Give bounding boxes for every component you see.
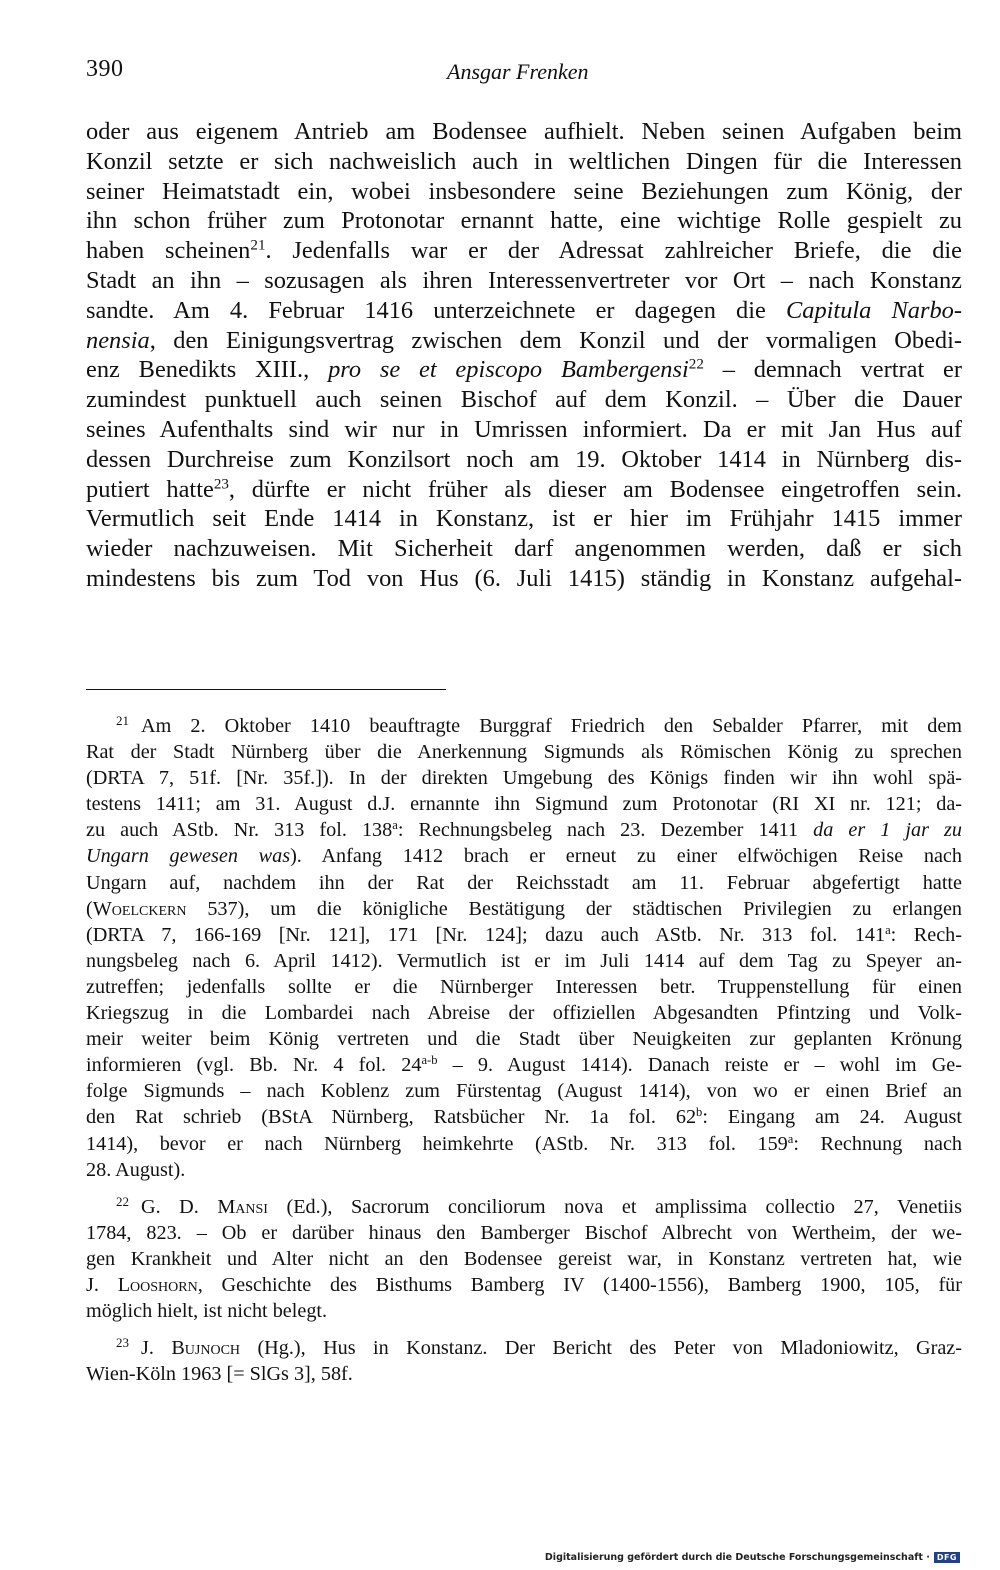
footnote-line: (DRTA 7, 51f. [Nr. 35f.]). In der direkten Umgebung des Königs finden wir ihn wohl spä-	[86, 767, 962, 790]
body-line	[86, 236, 962, 266]
footnote-line: gen Krankheit und Alter nicht an den Bodensee gereist war, in Konstanz vertreten hat, wie	[86, 1247, 962, 1270]
body-text: , den Einigungsvertrag zwischen dem Konzil und der vormaligen Obedi-	[149, 326, 962, 354]
footnote-line	[86, 843, 962, 869]
footnote-text: 537), um die königliche Bestätigung der städtischen Privilegien zu erlangen	[186, 897, 962, 920]
body-line	[86, 296, 962, 326]
body-line: seiner Heimatstadt ein, wobei insbesondere seine Beziehungen zum König, der	[86, 177, 962, 205]
body-text: putiert hatte	[86, 475, 214, 503]
footnote-ref: 22	[688, 357, 704, 374]
footnote-ref: 21	[250, 237, 266, 254]
footnote-text: : Rechnungsbeleg nach 23. Dezember 1411	[397, 819, 799, 842]
footnote-line	[86, 817, 962, 843]
footnote-line	[86, 1272, 962, 1298]
body-line	[86, 355, 962, 385]
body-line: dessen Durchreise zum Konzilsort noch am 19. Oktober 1414 in Nürnberg dis-	[86, 445, 962, 473]
body-italic: pro se et episcopo Bambergensi	[328, 356, 689, 384]
footnote-line: Rat der Stadt Nürnberg über die Anerkennung Sigmunds als Römischen König zu sprechen	[86, 741, 962, 764]
body-line: Konzil setzte er sich nachweislich auch in weltlichen Dingen für die Interessen	[86, 147, 962, 175]
running-head: Ansgar Frenken	[447, 59, 589, 84]
footnote-text: : Rech-	[890, 923, 962, 946]
body-line: ihn schon früher zum Protonotar ernannt hatte, eine wichtige Rolle gespielt zu	[86, 207, 962, 235]
main-text	[86, 117, 962, 594]
footnote-number: 21	[116, 713, 129, 728]
footnote-line	[86, 1104, 962, 1130]
footnote-ref: 23	[213, 476, 229, 493]
footnote-text: (Hg.), Hus in Konstanz. Der Bericht des Peter von Mladoniowitz, Graz-	[240, 1337, 962, 1360]
folio-superscript: a-b	[421, 1053, 438, 1068]
footnote-number: 23	[116, 1335, 129, 1351]
folio-superscript: a	[392, 818, 398, 833]
footnote-line	[86, 1052, 962, 1078]
footnote-line: Kriegszug in die Lombardei nach Abreise der offiziellen Abgesandten Pfintzing und Volk-	[86, 1002, 962, 1025]
footnote-line	[86, 1189, 962, 1220]
footnote-number: 22	[116, 1193, 129, 1209]
footnote-italic: da er 1 jar zu	[813, 819, 962, 842]
footnote-line: Ungarn auf, nachdem ihn der Rat der Reichsstadt am 11. Februar abgefertigt hatte	[86, 871, 962, 894]
digitization-credit	[545, 1552, 960, 1563]
folio-superscript: a	[787, 1131, 794, 1146]
footnotes	[86, 708, 962, 1393]
footnote-line: folge Sigmunds – nach Koblenz zum Fürstentag (August 1414), von wo er einen Brief an	[86, 1080, 962, 1103]
dfg-logo-icon: DFG	[934, 1552, 960, 1563]
footnote-line: 1784, 823. – Ob er darüber hinaus den Bamberger Bischof Albrecht von Wertheim, der we-	[86, 1221, 962, 1244]
body-text: – demnach vertrat er	[703, 356, 962, 384]
footnote-text: 1414), bevor er nach Nürnberg heimkehrte (AStb. Nr. 313 fol. 159	[86, 1132, 788, 1155]
footnote-line: zutreffen; jedenfalls sollte er die Nürnberger Interessen betr. Truppenstellung für einen	[86, 975, 962, 998]
footnote-italic: Ungarn gewesen was	[86, 845, 291, 868]
footnote-text: : Eingang am 24. August	[702, 1106, 962, 1129]
author-name: (Woelckern	[86, 897, 187, 920]
footnote-text: , Geschichte des Bisthums Bamberg IV (1400-1556), Bamberg 1900, 105, für	[197, 1273, 962, 1296]
footnote-line	[86, 922, 962, 948]
footnote-text: J.	[141, 1337, 172, 1360]
body-text: haben scheinen	[86, 237, 251, 265]
footnote-text: G. D.	[141, 1195, 218, 1218]
footnote-line	[86, 1330, 962, 1361]
footnote-text: J.	[86, 1273, 118, 1296]
footnote-line: Wien-Köln 1963 [= SlGs 3], 58f.	[86, 1363, 353, 1386]
footnote-text: : Rechnung nach	[793, 1132, 963, 1155]
footnote-text: ). Anfang 1412 brach er erneut zu einer elfwöchigen Reise nach	[290, 845, 962, 868]
footnote-line	[86, 1131, 962, 1157]
footnote-line: nungsbeleg nach 6. April 1412). Vermutlich ist er im Juli 1414 auf dem Tag zu Speyer an-	[86, 949, 962, 972]
footnote-line: testens 1411; am 31. August d.J. ernannte ihn Sigmund zum Protonotar (RI XI nr. 121; da-	[86, 793, 962, 816]
footnote-line: 28. August).	[86, 1158, 186, 1181]
author-name: Mansi	[217, 1195, 268, 1218]
body-line: wieder nachzuweisen. Mit Sicherheit darf angenommen werden, daß er sich	[86, 535, 962, 563]
folio-superscript: b	[696, 1105, 703, 1120]
footnote-text: informieren (vgl. Bb. Nr. 4 fol. 24	[86, 1054, 422, 1077]
body-line: Vermutlich seit Ende 1414 in Konstanz, ist er hier im Frühjahr 1415 immer	[86, 505, 962, 533]
body-line: zumindest punktuell auch seinen Bischof auf dem Konzil. – Über die Dauer	[86, 386, 962, 414]
author-name: Bujnoch	[171, 1337, 241, 1360]
body-text: sandte. Am 4. Februar 1416 unterzeichnete er dagegen die	[86, 296, 766, 324]
credit-text: Digitalisierung gefördert durch die Deutsche Forschungsgemeinschaft ·	[544, 1552, 930, 1563]
author-name: Looshorn	[117, 1273, 198, 1296]
footnote-22	[86, 1189, 962, 1324]
body-line	[86, 475, 962, 505]
footnote-line	[86, 896, 962, 922]
footnote-text: (DRTA 7, 166-169 [Nr. 121], 171 [Nr. 124]; dazu auch AStb. Nr. 313 fol. 141	[86, 923, 886, 946]
body-text: . Jedenfalls war er der Adressat zahlreicher Briefe, die die	[265, 237, 963, 265]
body-line: seines Aufenthalts sind wir nur in Umrissen informiert. Da er mit Jan Hus auf	[86, 415, 962, 443]
folio-superscript: a	[885, 922, 891, 937]
footnote-line	[86, 708, 962, 739]
footnote-text: Am 2. Oktober 1410 beauftragte Burggraf Friedrich den Sebalder Pfarrer, mit dem	[141, 715, 962, 737]
body-line	[86, 326, 962, 356]
footnote-text: (Ed.), Sacrorum conciliorum nova et amplissima collectio 27, Venetiis	[267, 1195, 962, 1218]
body-line: mindestens bis zum Tod von Hus (6. Juli 1415) ständig in Konstanz aufgehal-	[86, 564, 962, 592]
footnote-line: möglich hielt, ist nicht belegt.	[86, 1300, 328, 1323]
body-text: enz Benedikts XIII.,	[86, 356, 310, 384]
footnote-text: zu auch AStb. Nr. 313 fol. 138	[86, 819, 393, 842]
footnote-line: meir weiter beim König vertreten und die Stadt über Neuigkeiten zur geplanten Krönung	[86, 1028, 962, 1051]
footnote-text: den Rat schrieb (BStA Nürnberg, Ratsbücher Nr. 1a fol. 62	[86, 1106, 697, 1129]
body-line: Stadt an ihn – sozusagen als ihren Interessenvertreter vor Ort – nach Konstanz	[86, 266, 962, 294]
footnote-rule	[86, 689, 446, 690]
body-italic: Capitula Narbo-	[786, 296, 962, 324]
footnote-text: – 9. August 1414). Danach reiste er – wohl im Ge-	[437, 1054, 962, 1077]
body-text: , dürfte er nicht früher als dieser am Bodensee eingetroffen sein.	[228, 475, 962, 503]
footnote-23	[86, 1330, 962, 1387]
page-number: 390	[86, 56, 124, 82]
body-line: oder aus eigenem Antrieb am Bodensee aufhielt. Neben seinen Aufgaben beim	[86, 118, 962, 145]
body-italic: nensia	[86, 326, 150, 354]
footnote-21	[86, 708, 962, 1183]
